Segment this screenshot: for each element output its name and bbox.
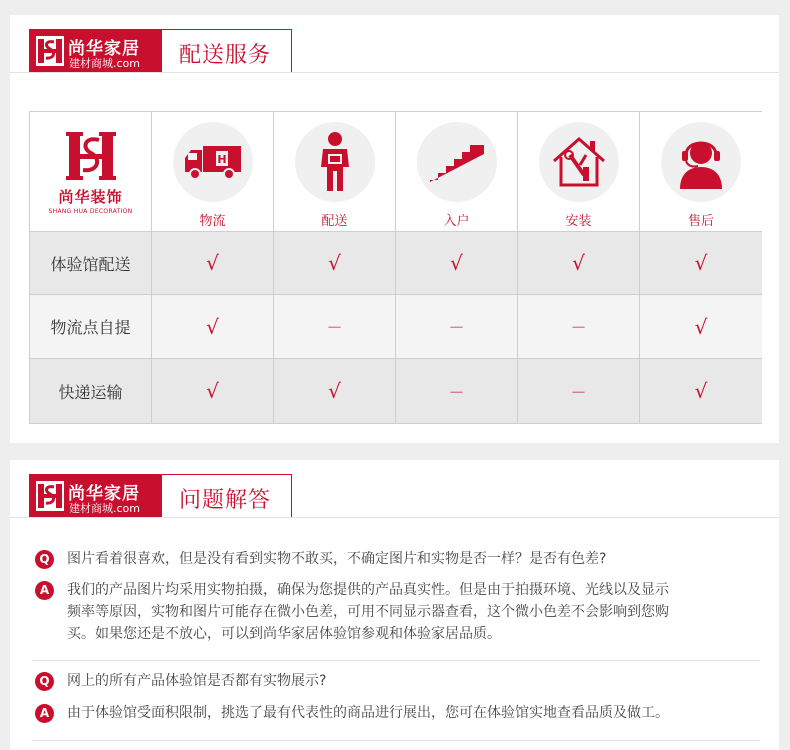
check-mark: √: [328, 379, 341, 403]
table-cell: [152, 232, 274, 295]
hs-logo-icon: [36, 36, 64, 66]
answer-line: 买。如果您还是不放心，可以到尚华家居体验馆参观和体验家居品质。: [67, 626, 501, 642]
brand-logo: [29, 29, 162, 73]
logo-brand-url: 建材商城.com: [69, 57, 140, 70]
table-cell: [518, 359, 640, 423]
check-mark: √: [694, 251, 708, 275]
svg-text:H: H: [216, 153, 227, 166]
check-mark: √: [206, 379, 219, 403]
answer-line: 由于体验馆受面积限制，挑选了最有代表性的商品进行展出，您可在体验馆实地查看品质及做工。: [67, 705, 669, 721]
table-cell: [396, 295, 518, 359]
logo-brand-url: 建材商城.com: [69, 502, 140, 515]
dash-mark: －: [570, 318, 587, 337]
header-divider: [10, 517, 779, 518]
table-cell: [274, 295, 396, 359]
table-cell: [640, 295, 762, 359]
delivery-truck-icon: [183, 142, 243, 182]
row-label: 快递运输: [58, 382, 123, 402]
stairs-icon: [428, 142, 486, 182]
faq-question: [35, 670, 760, 694]
answer-line: 频率等原因，实物和图片可能存在微小色差，可用不同显示器查看，这个微小色差不会影响到您购: [67, 604, 669, 620]
faq-divider: [32, 660, 760, 661]
table-cell: [152, 295, 274, 359]
faq-panel: [10, 460, 779, 750]
courier-person-icon: [315, 131, 355, 193]
check-mark: √: [206, 251, 219, 275]
section-title: 问题解答: [179, 488, 272, 513]
logo-brand-name: 尚华家居: [68, 484, 140, 504]
row-label-cell: [30, 232, 152, 295]
hs-logo-icon: [36, 481, 64, 511]
column-label: 售后: [687, 214, 714, 229]
section-title-box: [162, 474, 292, 518]
column-header-delivery: [274, 112, 396, 232]
row-label-cell: [30, 295, 152, 359]
faq-answer: [35, 702, 760, 726]
dash-mark: －: [448, 382, 465, 402]
faq-divider: [32, 740, 760, 741]
logo-brand-name: 尚华家居: [68, 39, 140, 59]
table-cell: [640, 232, 762, 295]
question-badge: Q: [35, 672, 54, 691]
question-text: 网上的所有产品体验馆是否都有实物展示?: [67, 673, 327, 689]
table-cell: [274, 359, 396, 423]
column-header-logistics: [152, 112, 274, 232]
answer-line: 我们的产品图片均采用实物拍摄，确保为您提供的产品真实性。但是由于拍摄环境、光线以及显示: [67, 582, 669, 598]
column-label: 配送: [321, 214, 348, 229]
check-mark: √: [694, 379, 708, 403]
check-mark: √: [694, 314, 708, 339]
section-header: [10, 460, 779, 520]
table-brand-name: 尚华装饰: [58, 188, 123, 206]
dash-mark: －: [570, 382, 587, 402]
table-cell: [396, 232, 518, 295]
faq-answer: [35, 579, 760, 649]
house-tools-icon: [550, 135, 608, 189]
question-text: 图片看着很喜欢，但是没有看到实物不敢买，不确定图片和实物是否一样？是否有色差?: [67, 551, 607, 567]
table-cell: [518, 232, 640, 295]
row-label: 体验馆配送: [50, 254, 131, 274]
table-cell: [518, 295, 640, 359]
delivery-table: [29, 111, 762, 424]
faq-question: [35, 548, 760, 572]
check-mark: √: [206, 314, 219, 339]
headset-support-icon: [676, 135, 726, 189]
answer-badge: A: [35, 581, 54, 600]
header-divider: [10, 72, 779, 73]
table-brand-cell: [30, 112, 152, 232]
table-cell: [274, 232, 396, 295]
question-badge: Q: [35, 550, 54, 569]
answer-badge: A: [35, 704, 54, 723]
column-header-install: [518, 112, 640, 232]
dash-mark: －: [448, 318, 465, 337]
check-mark: √: [450, 251, 463, 275]
column-header-entry: [396, 112, 518, 232]
delivery-service-panel: [10, 15, 779, 443]
table-brand-english: SHANG HUA DECORATION: [48, 208, 133, 215]
check-mark: √: [328, 251, 341, 275]
check-mark: √: [572, 251, 585, 275]
brand-logo: [29, 474, 162, 518]
row-label: 物流点自提: [50, 318, 131, 337]
section-header: [10, 15, 779, 75]
section-title-box: [162, 29, 292, 73]
column-label: 物流: [199, 214, 226, 229]
table-cell: [396, 359, 518, 423]
table-cell: [640, 359, 762, 423]
row-label-cell: [30, 359, 152, 423]
column-label: 入户: [443, 214, 470, 229]
hs-brand-icon: [63, 128, 119, 184]
dash-mark: －: [326, 318, 343, 337]
column-header-aftersale: [640, 112, 762, 232]
column-label: 安装: [565, 214, 592, 229]
table-cell: [152, 359, 274, 423]
section-title: 配送服务: [179, 43, 272, 68]
